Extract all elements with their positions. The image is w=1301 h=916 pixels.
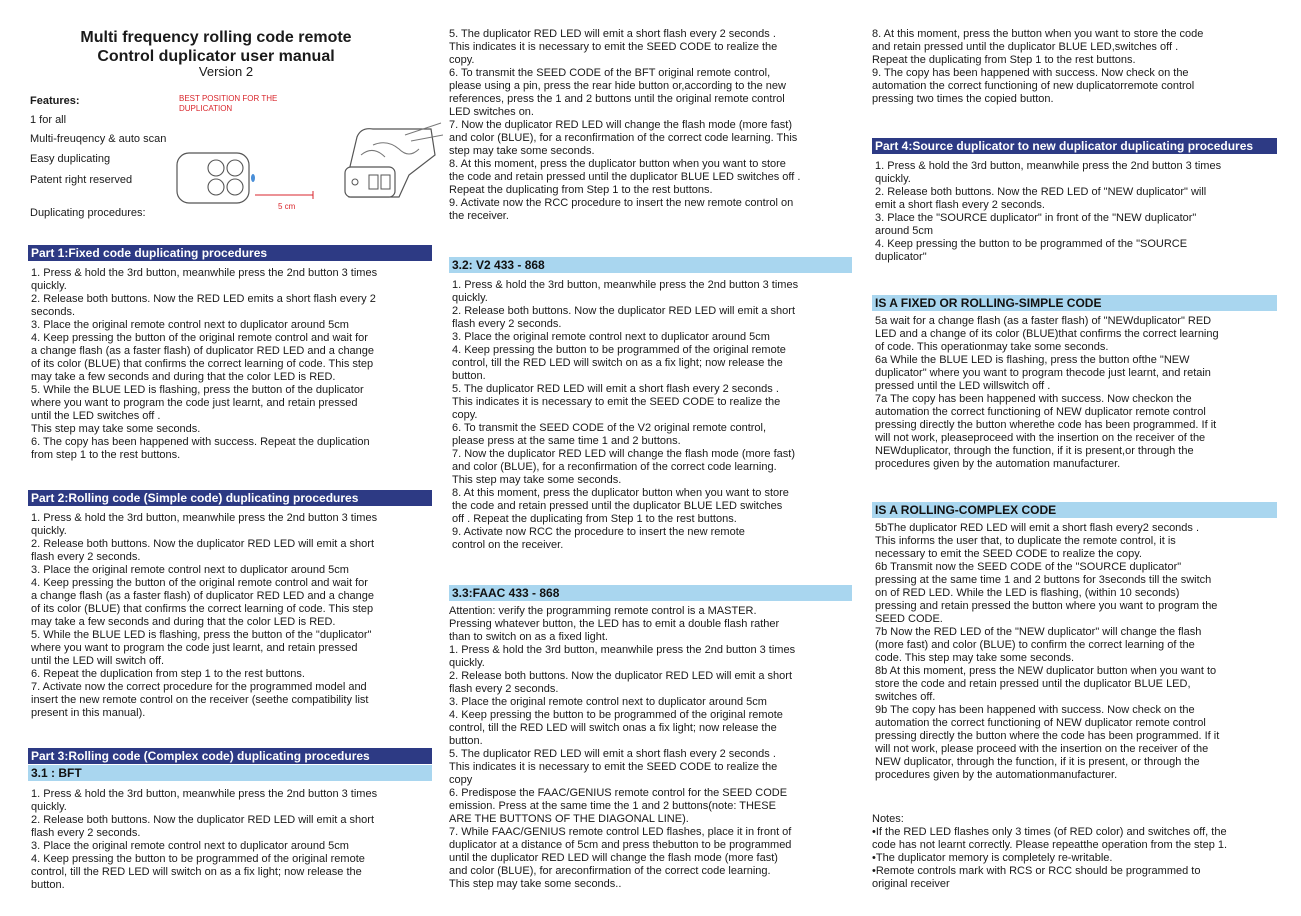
best-position-label: BEST POSITION FOR THE DUPLICATION [179,94,278,113]
bft-text: 1. Press & hold the 3rd button, meanwhile press the 2nd button 3 times quickly. 2. Release both buttons. Now the duplicator RED LED will emit a short flash every 2 seconds. 3. Place the original remote control next to duplicator around 5cm 4. Keep pressing the button to be programmed of the original remote control, till the RED LED will switch on as a fix light; now release the button. [31,788,378,891]
part3-heading: Part 3:Rolling code (Complex code) duplicating procedures [28,748,432,764]
part2-heading: Part 2:Rolling code (Simple code) duplicating procedures [28,490,432,506]
rolling-complex-heading: IS A ROLLING-COMPLEX CODE [872,502,1277,518]
duplication-illustration [173,115,443,205]
feature-item: Multi-freuqency & auto scan [30,133,167,145]
fixed-simple-text: 5a wait for a change flash (as a faster flash) of "NEWduplicator" RED LED and a change of its color (BLUE)that confirms the correct learning of code. This operationmay take some seconds. 6a While the BLUE LED is flashing, press the button ofthe "NEW duplicator" where you want to program thecode just learnt, and retain pressed until the LED willswitch off . 7a The copy has been happened with success. Now checkon the automation the correct functioning of NEW duplicator remote control pressing directly the button wherethe code has been programmed. If it will not work, pleaseproceed with the insertion on the receiver of the NEWduplicator, through the function, if it is present,or through the procedures given by the automation manufacturer. [875,315,1219,470]
faac-text: Attention: verify the programming remote control is a MASTER. Pressing whatever button, the LED has to emit a double flash rather than to switch on as a fixed light. 1. Press & hold the 3rd button, meanwhile press the 2nd button 3 times quickly. 2. Release both buttons. Now the duplicator RED LED will emit a short flash every 2 seconds. 3. Place the original remote control next to duplicator around 5cm 4. Keep pressing the button to be programmed of the original remote control, till the RED LED will switch onas a fix light; now release the button. 5. The duplicator RED LED will emit a short flash every 2 seconds . This indicates it is necessary to emit the SEED CODE to realize the copy 6. Predispose the FAAC/GENIUS remote control for the SEED CODE emission. Press at the same time the 1 and 2 buttons(note: THESE ARE THE BUTTONS OF THE DIAGONAL LINE). 7. While FAAC/GENIUS remote control LED flashes, place it in front of duplicator at a distance of 5cm and press thebutton to be programmed until the duplicator RED LED will change the flash mode (more fast) and color (BLUE), for areconfirmation of the correct code learning. This step may take some seconds.. [449,605,796,890]
features-heading: Features: [30,95,80,107]
bft-continued-text: 5. The duplicator RED LED will emit a short flash every 2 seconds . This indicates it is necessary to emit the SEED CODE to realize the copy. 6. To transmit the SEED CODE of the BFT original remote control, please using a pin, press the rear hide button or,according to the new references, press the 1 and 2 buttons until the original remote control LED switches on. 7. Now the duplicator RED LED will change the flash mode (more fast) and color (BLUE), for a reconfirmation of the correct code learning. This step may take some seconds. 8. At this moment, press the duplicator button when you want to store the code and retain pressed until the duplicator BLUE LED switches off . Repeat the duplicating from Step 1 to the rest buttons. 9. Activate now the RCC procedure to insert the new remote control on the receiver. [449,28,801,222]
part1-text: 1. Press & hold the 3rd button, meanwhile press the 2nd button 3 times quickly. 2. Release both buttons. Now the RED LED emits a short flash every 2 seconds. 3. Place the original remote control next to duplicator around 5cm 4. Keep pressing the button of the original remote control and wait for a change flash (as a faster flash) of duplicator RED LED and a change of its color (BLUE) that confirms the correct learning of code. This step may take a few seconds and during that the color LED is RED. 5. While the BLUE LED is flashing, press the button of the duplicator where you want to program the code just learnt, and retain pressed until the LED switches off . This step may take some seconds. 6. The copy has been happened with success. Repeat the duplication from step 1 to the rest buttons. [31,267,378,461]
v2-heading: 3.2: V2 433 - 868 [449,257,852,273]
v2-text: 1. Press & hold the 3rd button, meanwhile press the 2nd button 3 times quickly. 2. Release both buttons. Now the duplicator RED LED will emit a short flash every 2 seconds. 3. Place the original remote control next to duplicator around 5cm 4. Keep pressing the button to be programmed of the original remote control, till the RED LED will switch on as a fix light; now release the button. 5. The duplicator RED LED will emit a short flash every 2 seconds . This indicates it is necessary to emit the SEED CODE to realize the copy. 6. To transmit the SEED CODE of the V2 original remote control, please press at the same time 1 and 2 buttons. 7. Now the duplicator RED LED will change the flash mode (more fast) and color (BLUE), for a reconfirmation of the correct code learning. This step may take some seconds. 8. At this moment, press the duplicator button when you want to store the code and retain pressed until the duplicator BLUE LED switches off . Repeat the duplicating from Step 1 to the rest buttons. 9. Activate now RCC the procedure to insert the new remote control on the receiver. [452,279,799,551]
fixed-simple-heading: IS A FIXED OR ROLLING-SIMPLE CODE [872,295,1277,311]
faac-continued-text: 8. At this moment, press the button when you want to store the code and retain pressed until the duplicator BLUE LED,switches off . Repeat the duplicating from Step 1 to the rest buttons. 9. The copy has been happened with success. Now check on the automation the correct functioning of new duplicatorremote control pressing two times the copied button. [872,28,1204,105]
duplicating-procedures-label: Duplicating procedures: [30,207,146,219]
notes-text: •If the RED LED flashes only 3 times (of RED color) and switches off, the code has not learnt correctly. Please repeatthe operation from the step 1. •The duplicator memory is completely re-writable. •Remote controls mark with RCS or RCC should be programmed to original receiver [872,826,1228,890]
part4-heading: Part 4:Source duplicator to new duplicator duplicating procedures [872,138,1277,154]
rolling-complex-text: 5bThe duplicator RED LED will emit a short flash every2 seconds . This informs the user that, to duplicate the remote control, it is necessary to emit the SEED CODE to realize the copy. 6b Transmit now the SEED CODE of the "SOURCE duplicator" pressing at the same time 1 and 2 buttons for 3seconds till the switch on of RED LED. While the LED is flashing, (within 10 seconds) pressing and retain pressed the button where you want to program the SEED CODE. 7b Now the RED LED of the "NEW duplicator" will change the flash (more fast) and color (BLUE) to confirm the correct learning of the code. This step may take some seconds. 8b At this moment, press the NEW duplicator button when you want to store the code and retain pressed until the duplicator BLUE LED, switches off. 9b The copy has been happened with success. Now check on the automation the correct functioning of NEW duplicator remote control pressing directly the button where the code has been programmed. If it will not work, please proceed with the insertion on the receiver of the NEW duplicator, through the function, if it is present, or through the procedures given by the automationmanufacturer. [875,522,1220,781]
distance-label: 5 cm [278,202,296,211]
feature-item: Easy duplicating [30,153,111,165]
feature-item: 1 for all [30,114,67,126]
feature-item: Patent right reserved [30,174,133,186]
faac-heading: 3.3:FAAC 433 - 868 [449,585,852,601]
part2-text: 1. Press & hold the 3rd button, meanwhile press the 2nd button 3 times quickly. 2. Release both buttons. Now the duplicator RED LED will emit a short flash every 2 seconds. 3. Place the original remote control next to duplicator around 5cm 4. Keep pressing the button of the original remote control and wait for a change flash (as a faster flash) of duplicator RED LED and a change of its color (BLUE) that confirms the correct learning of code. This step may take a few seconds and during that the color LED is RED. 5. While the BLUE LED is flashing, press the button of the "duplicator" where you want to program the code just learnt, and retain pressed until the LED will switch off. 6. Repeat the duplication from step 1 to the rest buttons. 7. Activate now the correct procedure for the programmed model and insert the new remote control on the receiver (seethe compatibility list present in this manual). [31,512,378,719]
notes-heading: Notes: [872,813,904,825]
document-version: Version 2 [198,64,254,79]
document-title: Multi frequency rolling code remote Control duplicator user manual [80,29,352,65]
part1-heading: Part 1:Fixed code duplicating procedures [28,245,432,261]
bft-subheading: 3.1 : BFT [28,765,432,781]
part4-text: 1. Press & hold the 3rd button, meanwhile press the 2nd button 3 times quickly. 2. Release both buttons. Now the RED LED of "NEW duplicator" will emit a short flash every 2 seconds. 3. Place the "SOURCE duplicator" in front of the "NEW duplicator" around 5cm 4. Keep pressing the button to be programmed of the "SOURCE duplicator" [875,160,1222,263]
